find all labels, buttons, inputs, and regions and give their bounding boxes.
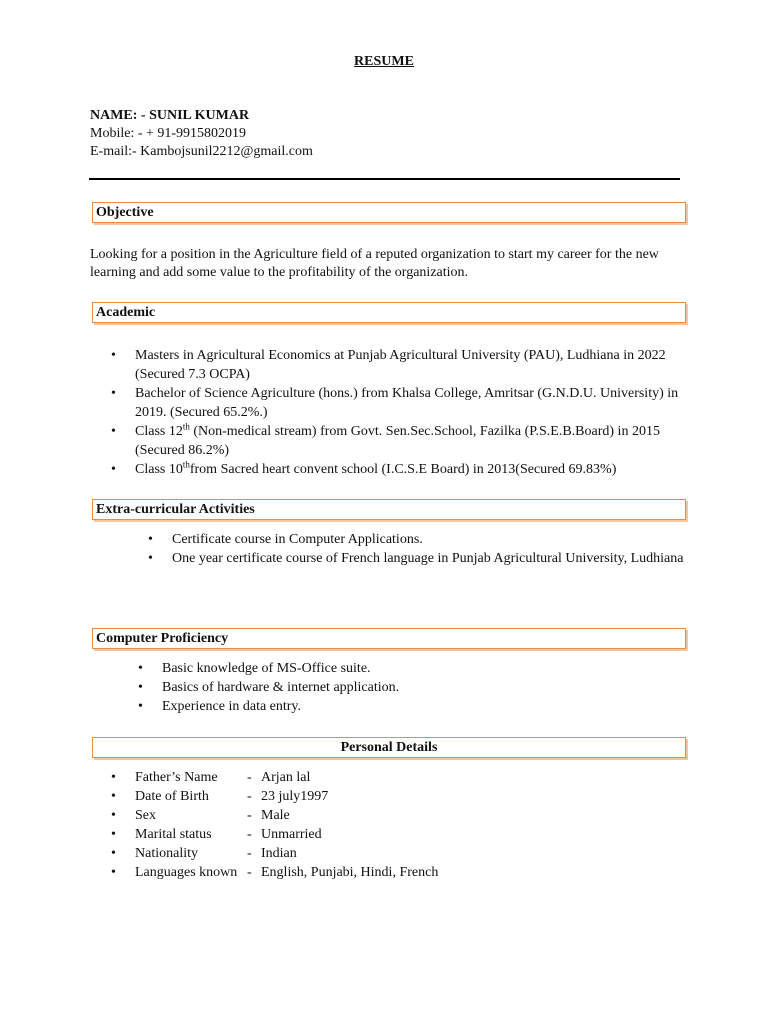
detail-value: Unmarried	[261, 827, 322, 842]
computer-proficiency-list	[138, 659, 682, 716]
detail-value: Arjan lal	[261, 770, 311, 785]
personal-detail-row: • Nationality - Indian	[111, 846, 297, 861]
computer-proficiency-item: • Basics of hardware & internet application.	[138, 680, 400, 695]
academic-item: • Masters in Agricultural Economics at Punjab Agricultural University (PAU), Ludhiana in 2022 (Secured 7.3 OCPA)	[111, 348, 666, 382]
personal-detail-row: • Sex - Male	[111, 808, 290, 823]
bullet-icon: •	[138, 680, 143, 695]
objective-text: Looking for a position in the Agriculture field of a reputed organization to start my career for the new learning and add some value to the profitability of the organization.	[90, 247, 659, 280]
bullet-icon: •	[111, 808, 116, 823]
resume-title: RESUME	[354, 54, 414, 69]
objective-heading: Objective	[92, 202, 686, 223]
bullet-icon: •	[111, 770, 116, 785]
detail-label: Languages known	[135, 865, 238, 880]
bullet-icon: •	[138, 661, 143, 676]
personal-details-heading: Personal Details	[92, 737, 686, 758]
extra-curricular-list	[148, 530, 687, 568]
bullet-icon: •	[111, 846, 116, 861]
bullet-icon: •	[148, 551, 153, 566]
personal-detail-row: • Languages known - English, Punjabi, Hindi, French	[111, 865, 439, 880]
personal-detail-row: • Father’s Name - Arjan lal	[111, 770, 311, 785]
extra-curricular-heading: Extra-curricular Activities	[92, 499, 686, 520]
header-divider	[89, 178, 680, 180]
extra-curricular-item: • One year certificate course of French language in Punjab Agricultural University, Ludhiana	[148, 551, 684, 566]
detail-value: English, Punjabi, Hindi, French	[261, 865, 439, 880]
detail-label: Father’s Name	[135, 770, 218, 785]
computer-proficiency-item: • Experience in data entry.	[138, 699, 302, 714]
detail-label: Nationality	[135, 846, 198, 861]
bullet-icon: •	[148, 532, 153, 547]
detail-label: Marital status	[135, 827, 212, 842]
academic-item: • Class 12th (Non-medical stream) from Govt. Sen.Sec.School, Fazilka (P.S.E.B.Board) in 2015 (Secured 86.2%)	[111, 421, 660, 458]
candidate-name: NAME: - SUNIL KUMAR	[90, 108, 250, 123]
detail-value: 23 july1997	[261, 789, 329, 804]
mobile-number: Mobile: - + 91-9915802019	[90, 126, 247, 141]
detail-label: Date of Birth	[135, 789, 209, 804]
computer-proficiency-heading: Computer Proficiency	[92, 628, 686, 649]
academic-item: • Class 10thfrom Sacred heart convent school (I.C.S.E Board) in 2013(Secured 69.83%)	[111, 459, 617, 477]
personal-detail-row: • Date of Birth - 23 july1997	[111, 789, 329, 804]
detail-value: Indian	[261, 846, 297, 861]
bullet-icon: •	[111, 348, 116, 363]
academic-list	[111, 346, 690, 479]
personal-details-list	[111, 768, 690, 882]
bullet-icon: •	[111, 827, 116, 842]
bullet-icon: •	[111, 789, 116, 804]
personal-detail-row: • Marital status - Unmarried	[111, 827, 322, 842]
computer-proficiency-item: • Basic knowledge of MS-Office suite.	[138, 661, 371, 676]
extra-curricular-item: • Certificate course in Computer Applications.	[148, 532, 423, 547]
detail-value: Male	[261, 808, 290, 823]
bullet-icon: •	[111, 462, 116, 477]
bullet-icon: •	[111, 424, 116, 439]
detail-label: Sex	[135, 808, 156, 823]
email-address: E-mail:- Kambojsunil2212@gmail.com	[90, 144, 313, 159]
bullet-icon: •	[111, 865, 116, 880]
bullet-icon: •	[111, 386, 116, 401]
academic-item: • Bachelor of Science Agriculture (hons.) from Khalsa College, Amritsar (G.N.D.U. University) in 2019. (Secured 65.2%.)	[111, 386, 679, 420]
bullet-icon: •	[138, 699, 143, 714]
academic-heading: Academic	[92, 302, 686, 323]
